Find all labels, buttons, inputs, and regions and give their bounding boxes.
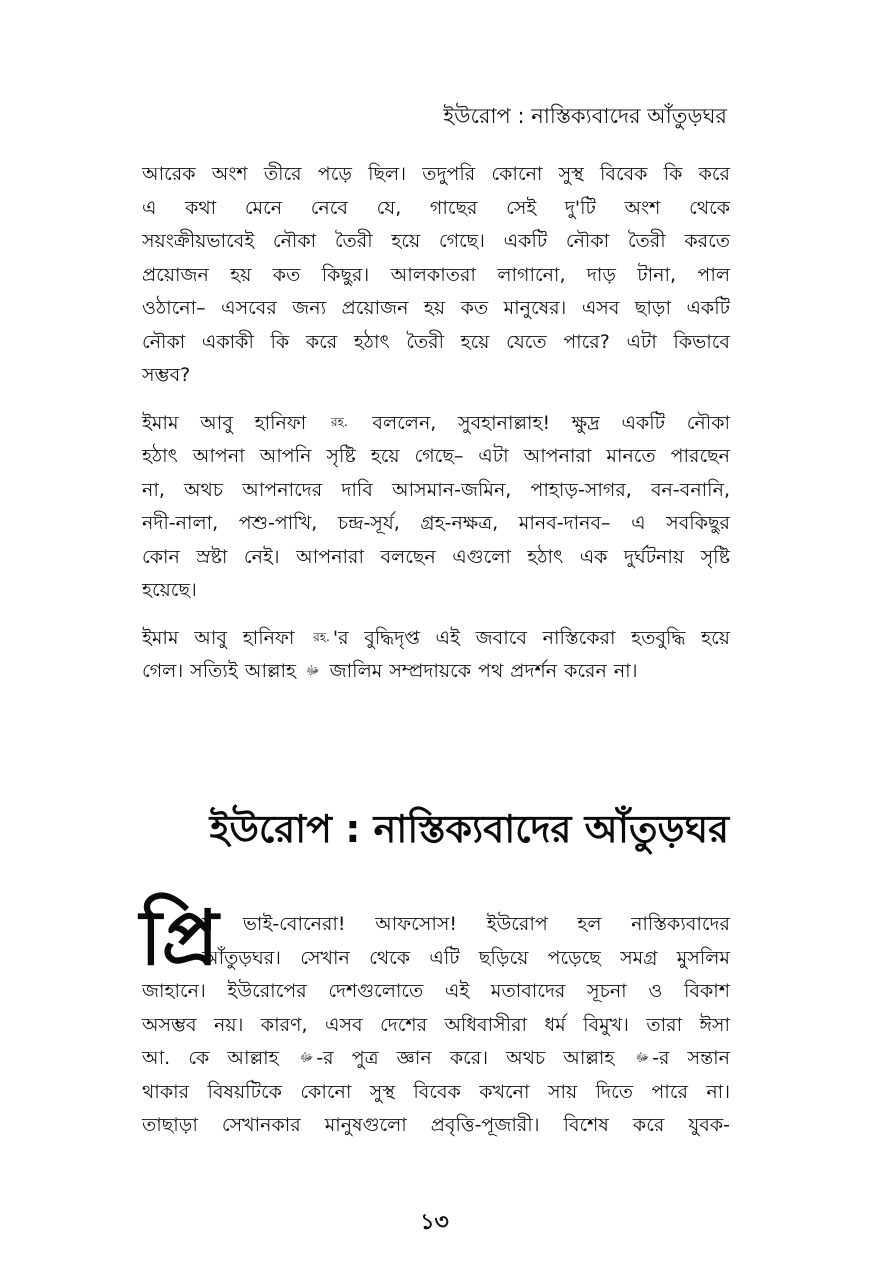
text-fragment: ইমাম আবু হানিফা xyxy=(142,411,307,434)
text-line: প্রয়োজন হয় কত কিছুর। আলকাতরা লাগানো, দাড় টানা, পাল xyxy=(142,263,730,286)
text-line: নৌকা একাকী কি করে হঠাৎ তৈরী হয়ে যেতে পারে? এটা কিভাবে xyxy=(142,330,730,353)
text-fragment: 'র বুদ্ধিদৃপ্ত এই জবাবে নাস্তিকেরা হতবুদ্ধি হয়ে xyxy=(332,626,730,649)
text-fragment: -র সন্তান xyxy=(652,1047,731,1069)
text-line: আঁতুড়ঘর। সেখান থেকে এটি ছড়িয়ে পড়েছে সমগ্র মুসলিম xyxy=(202,946,730,969)
text-line: তাছাড়া সেখানকার মানুষগুলো প্রবৃত্তি-পূজারী। বিশেষ করে যুবক- xyxy=(142,1114,730,1136)
text-line: য় ভাই-বোনেরা! আফসোস! ইউরোপ হল নাস্তিক্যবাদের xyxy=(202,913,730,935)
running-header: ইউরোপ : নাস্তিক্যবাদের আঁতুড়ঘর xyxy=(443,104,727,128)
text-line: হয়েছে। xyxy=(142,579,197,601)
section-body xyxy=(140,893,731,1143)
text-fragment: আ. কে আল্লাহ xyxy=(142,1047,279,1069)
honorific-rah-glyph: রহ. xyxy=(330,414,348,429)
text-fragment: গেল। সত্যিই আল্লাহ xyxy=(142,660,296,682)
honorific-rah-glyph: রহ. xyxy=(313,629,330,644)
text-line: হঠাৎ আপনা আপনি সৃষ্টি হয়ে গেছে– এটা আপনারা মানতে পারছেন xyxy=(142,445,730,467)
section-heading: ইউরোপ : নাস্তিক্যবাদের আঁতুড়ঘর xyxy=(209,807,729,851)
text-line: ওঠানো– এসবের জন্য প্রয়োজন হয় কত মানুষের। এসব ছাড়া একটি xyxy=(142,297,730,319)
honorific-swt-glyph: ﷻ xyxy=(306,663,320,677)
text-line: কোন স্রষ্টা নেই। আপনারা বলছেন এগুলো হঠাৎ এক দুর্ঘটনায় সৃষ্টি xyxy=(142,545,730,568)
text-fragment: ইমাম আবু হানিফা xyxy=(142,626,295,649)
text-fragment: বললেন, সুবহানাল্লাহ! ক্ষুদ্র একটি নৌকা xyxy=(372,411,731,434)
text-line: এ কথা মেনে নেবে যে, গাছের সেই দু'টি অংশ থেকে xyxy=(142,196,730,219)
paragraph-3 xyxy=(142,622,730,689)
text-fragment: জালিম সম্প্রদায়কে পথ প্রদর্শন করেন না। xyxy=(329,660,638,682)
text-fragment: -র পুত্র জ্ঞান করে। অথচ আল্লাহ xyxy=(316,1047,615,1069)
text-line xyxy=(142,622,730,656)
text-line: অসম্ভব নয়। কারণ, এসব দেশের অধিবাসীরা ধর্ম বিমুখ। তারা ঈসা xyxy=(142,1013,730,1036)
text-line xyxy=(142,407,730,441)
text-line: সয়ংক্রীয়ভাবেই নৌকা তৈরী হয়ে গেছে। একটি নৌকা তৈরী করতে xyxy=(142,230,730,252)
text-line: না, অথচ আপনাদের দাবি আসমান-জমিন, পাহাড়-সাগর, বন-বনানি, xyxy=(142,478,730,501)
text-line xyxy=(142,655,730,689)
text-line: নদী-নালা, পশু-পাখি, চন্দ্র-সূর্য, গ্রহ-নক্ষত্র, মানব-দানব– এ সবকিছুর xyxy=(142,512,730,534)
page-number: ১৩ xyxy=(420,1210,449,1235)
text-line: সম্ভব? xyxy=(142,364,191,386)
honorific-swt-glyph: ﷻ xyxy=(635,1050,650,1064)
text-line: জাহানে। ইউরোপের দেশগুলোতে এই মতাবাদের সূচনা ও বিকাশ xyxy=(142,980,730,1002)
text-line: আরেক অংশ তীরে পড়ে ছিল। তদুপরি কোনো সুস্থ বিবেক কি করে xyxy=(142,163,730,185)
honorific-swt-glyph: ﷻ xyxy=(299,1050,314,1064)
paragraph-1 xyxy=(142,158,730,393)
dropcap: প্রি xyxy=(140,893,219,982)
paragraph-2 xyxy=(142,407,730,608)
section-paragraph xyxy=(142,908,730,1143)
text-line xyxy=(142,1042,730,1076)
text-line: থাকার বিষয়টিকে কোনো সুস্থ বিবেক কখনো সায় দিতে পারে না। xyxy=(142,1080,730,1103)
body-text xyxy=(142,158,730,703)
